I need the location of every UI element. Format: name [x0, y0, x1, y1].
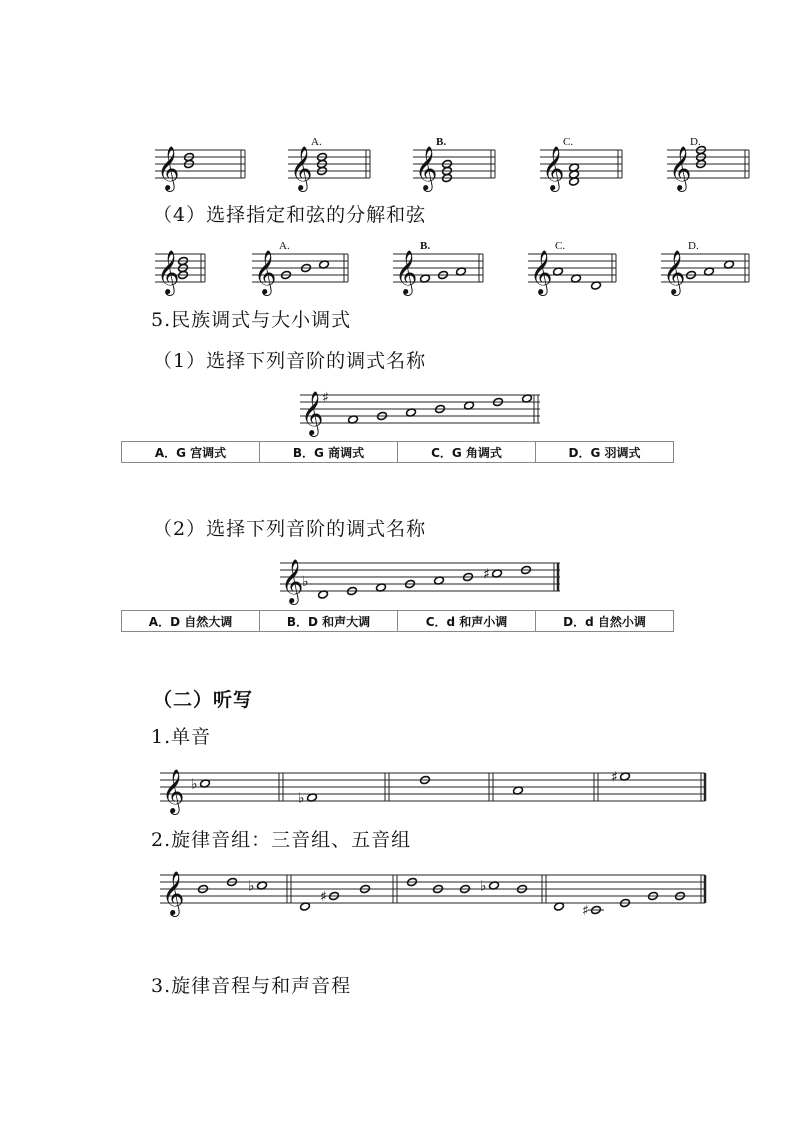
treble-clef-icon: 𝄞	[162, 769, 185, 813]
treble-clef-icon: 𝄞	[157, 250, 180, 294]
broken-chord-staves-row2	[0, 232, 793, 292]
treble-clef-icon: 𝄞	[157, 146, 180, 190]
scale-staff-d	[275, 553, 565, 603]
sharp-icon: ♯	[611, 769, 618, 786]
section5-title: 5.民族调式与大小调式	[151, 309, 352, 331]
flat-icon: ♭	[248, 878, 255, 895]
q5-1-options	[121, 441, 674, 463]
option-label: B.	[436, 136, 447, 148]
q5-1-option-b[interactable]: B．G 商调式	[260, 442, 398, 463]
treble-clef-icon: 𝄞	[290, 146, 313, 190]
treble-clef-icon: 𝄞	[530, 250, 553, 294]
q5-2-option-c[interactable]: C．d 和声小调	[398, 611, 536, 632]
option-label: B.	[420, 240, 431, 252]
option-label: C.	[563, 136, 574, 148]
sharp-icon: ♯	[483, 566, 490, 583]
option-label: C.	[555, 240, 566, 252]
option-label: D.	[690, 136, 701, 148]
treble-clef-icon: 𝄞	[395, 250, 418, 294]
flat-icon: ♭	[191, 776, 198, 793]
single-note-staff	[0, 758, 793, 813]
key-signature-sharp-icon: ♯	[322, 390, 329, 406]
treble-clef-icon: 𝄞	[301, 391, 324, 435]
sharp-icon: ♯	[582, 903, 589, 919]
treble-clef-icon: 𝄞	[162, 871, 185, 915]
treble-clef-icon: 𝄞	[542, 146, 565, 190]
q4-title: （4）选择指定和弦的分解和弦	[153, 204, 427, 226]
dictation-1-title: 1.单音	[151, 726, 212, 748]
option-label: A.	[279, 240, 290, 252]
option-label: D.	[688, 240, 699, 252]
q5-2-title: （2）选择下列音阶的调式名称	[153, 518, 427, 540]
key-signature-flat-icon: ♭	[302, 574, 309, 590]
q5-2-option-a[interactable]: A．D 自然大调	[122, 611, 260, 632]
section2-title: （二）听写	[153, 689, 254, 711]
treble-clef-icon: 𝄞	[281, 559, 304, 603]
q5-1-option-c[interactable]: C．G 角调式	[398, 442, 536, 463]
flat-icon: ♭	[480, 878, 487, 895]
treble-clef-icon: 𝄞	[663, 250, 686, 294]
treble-clef-icon: 𝄞	[254, 250, 277, 294]
treble-clef-icon: 𝄞	[669, 146, 692, 190]
melody-group-staff	[0, 860, 793, 920]
flat-icon: ♭	[298, 790, 305, 807]
treble-clef-icon: 𝄞	[415, 146, 438, 190]
q5-2-option-d[interactable]: D．d 自然小调	[536, 611, 674, 632]
option-label: A.	[311, 136, 322, 148]
q5-1-title: （1）选择下列音阶的调式名称	[153, 350, 427, 372]
q5-1-option-d[interactable]: D．G 羽调式	[536, 442, 674, 463]
dictation-3-title: 3.旋律音程与和声音程	[151, 975, 352, 997]
q5-1-option-a[interactable]: A．G 宫调式	[122, 442, 260, 463]
chord-question-staves-row1	[0, 128, 793, 188]
scale-staff-g	[295, 385, 545, 435]
sharp-icon: ♯	[320, 889, 327, 905]
q5-2-option-b[interactable]: B．D 和声大调	[260, 611, 398, 632]
dictation-2-title: 2.旋律音组：三音组、五音组	[151, 829, 412, 851]
q5-2-options	[121, 610, 674, 632]
